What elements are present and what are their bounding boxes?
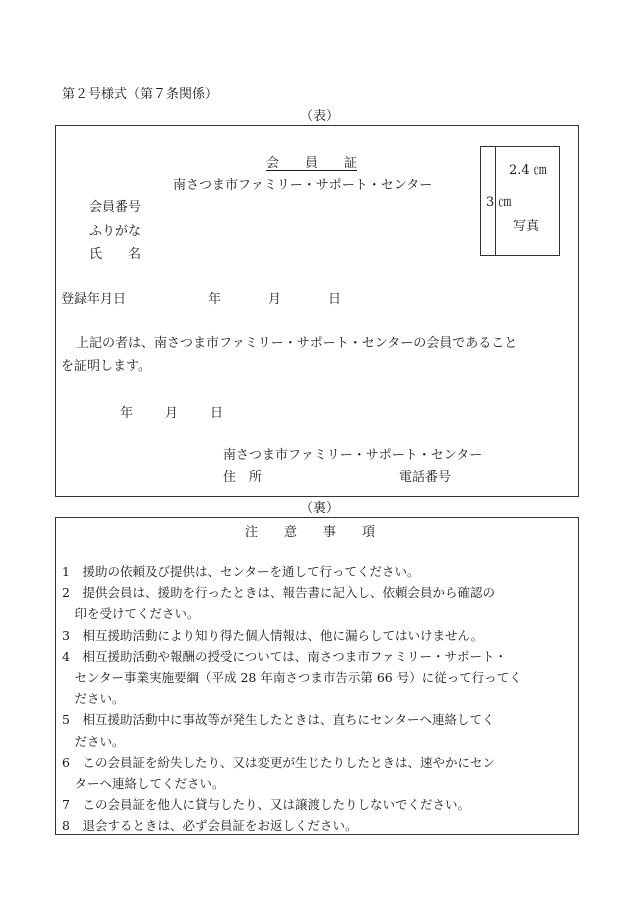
back-side-label: （裏）: [300, 501, 340, 516]
note-line: ターへ連絡してください。: [62, 776, 225, 791]
photo-height-label: 3 ㎝: [486, 195, 512, 210]
note-line: 7 この会員証を他人に貸与したり、又は譲渡したりしないでください。: [62, 797, 470, 813]
front-card: [55, 125, 579, 497]
registration-year: 年: [208, 292, 222, 307]
note-line: 2 提供会員は、援助を行ったときは、報告書に記入し、依頼会員から確認の: [62, 585, 495, 601]
registration-date-label: 登録年月日: [61, 292, 127, 307]
certification-text-line2: を証明します。: [61, 359, 151, 374]
photo-box: [480, 146, 560, 256]
registration-month: 月: [268, 292, 282, 307]
member-number-label: 会員番号: [89, 200, 142, 215]
note-line: 5 相互援助活動中に事故等が発生したときは、直ちにセンターへ連絡してく: [62, 712, 495, 728]
issuer-address-label: 住 所: [223, 470, 263, 485]
name-label: 氏 名: [89, 247, 142, 262]
issue-year: 年: [120, 406, 134, 421]
note-line: 8 退会するときは、必ず会員証をお返しください。: [62, 818, 358, 834]
form-number-header: 第２号様式（第７条関係）: [62, 87, 219, 102]
furigana-label: ふりがな: [89, 224, 142, 239]
note-line: センター事業実施要綱（平成 28 年南さつま市告示第 66 号）に従って行ってく: [62, 670, 522, 685]
registration-day: 日: [328, 292, 342, 307]
certification-text-line1: 上記の者は、南さつま市ファミリー・サポート・センターの会員であること: [76, 336, 518, 351]
note-line: 4 相互援助活動や報酬の授受については、南さつま市ファミリー・サポート・: [62, 648, 507, 664]
card-organization: 南さつま市ファミリー・サポート・センター: [173, 178, 433, 193]
note-line: 1 援助の依頼及び提供は、センターを通して行ってください。: [62, 564, 420, 579]
notes-title: 注 意 事 項: [245, 525, 376, 540]
note-line: 3 相互援助活動により知り得た個人情報は、他に漏らしてはいけません。: [62, 627, 484, 643]
front-side-label: （表）: [300, 109, 340, 124]
card-title: 会 員 証: [266, 156, 358, 171]
photo-width-label: 2.4 ㎝: [509, 163, 547, 178]
note-line: ださい。: [62, 691, 125, 707]
issue-month: 月: [165, 406, 179, 421]
note-line: 6 この会員証を紛失したり、又は変更が生じたりしたときは、速やかにセン: [62, 754, 495, 770]
note-line: ださい。: [62, 733, 125, 749]
photo-caption: 写真: [513, 219, 540, 234]
issuer-organization: 南さつま市ファミリー・サポート・センター: [223, 448, 483, 463]
note-line: 印を受けてください。: [62, 606, 200, 622]
issuer-phone-label: 電話番号: [399, 470, 452, 485]
issue-day: 日: [210, 406, 224, 421]
